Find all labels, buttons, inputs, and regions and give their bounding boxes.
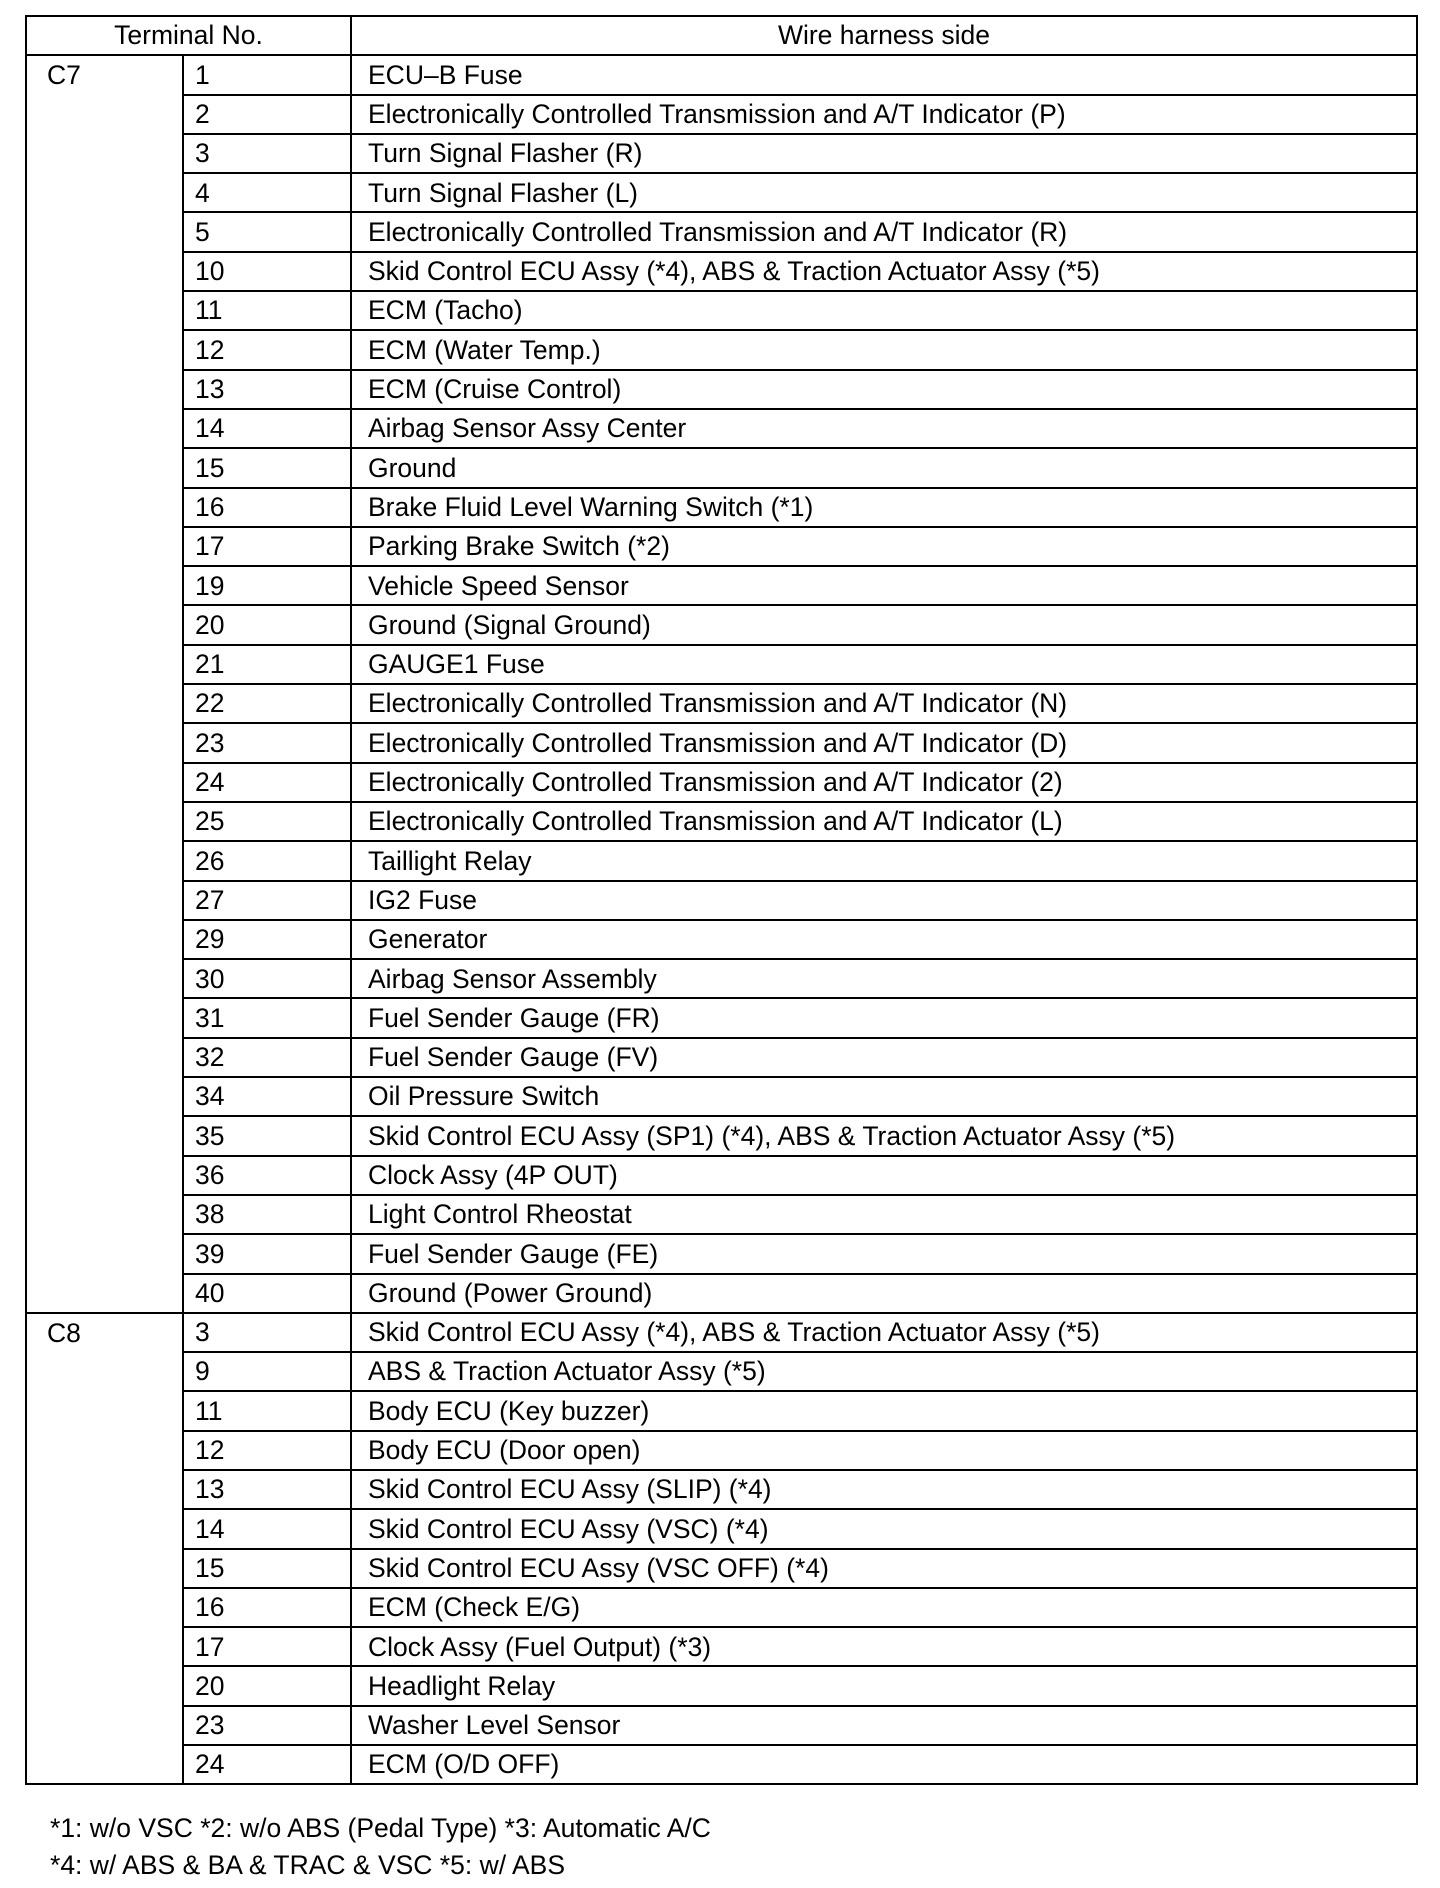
table-row xyxy=(26,1195,1417,1234)
connector-cell: C8 xyxy=(26,1313,183,1785)
table-row xyxy=(26,1745,1417,1784)
terminal-number-cell: 17 xyxy=(183,1627,351,1666)
wire-harness-side-cell: ECM (O/D OFF) xyxy=(351,1745,1417,1784)
table-row xyxy=(26,1588,1417,1627)
wire-harness-side-cell: Ground (Signal Ground) xyxy=(351,605,1417,644)
table-row xyxy=(26,488,1417,527)
wire-harness-side-cell: Taillight Relay xyxy=(351,841,1417,880)
wire-harness-side-cell: Electronically Controlled Transmission and A/T Indicator (N) xyxy=(351,684,1417,723)
terminal-number-cell: 23 xyxy=(183,723,351,762)
terminal-number-cell: 23 xyxy=(183,1706,351,1745)
table-row xyxy=(26,370,1417,409)
wire-harness-side-cell: Body ECU (Key buzzer) xyxy=(351,1391,1417,1430)
wire-harness-side-header: Wire harness side xyxy=(351,16,1417,55)
terminal-number-cell: 40 xyxy=(183,1274,351,1313)
table-row xyxy=(26,1234,1417,1273)
wire-harness-side-cell: ABS & Traction Actuator Assy (*5) xyxy=(351,1352,1417,1391)
terminal-number-cell: 1 xyxy=(183,55,351,94)
terminal-number-cell: 31 xyxy=(183,998,351,1037)
table-row xyxy=(26,1431,1417,1470)
terminal-number-cell: 16 xyxy=(183,1588,351,1627)
terminal-number-cell: 29 xyxy=(183,920,351,959)
table-row xyxy=(26,841,1417,880)
connector-cell: C7 xyxy=(26,55,183,1313)
terminal-number-cell: 11 xyxy=(183,291,351,330)
table-row xyxy=(26,881,1417,920)
terminal-number-cell: 19 xyxy=(183,566,351,605)
table-row xyxy=(26,1156,1417,1195)
wire-harness-side-cell: Headlight Relay xyxy=(351,1666,1417,1705)
terminal-number-cell: 22 xyxy=(183,684,351,723)
table-row xyxy=(26,1706,1417,1745)
table-row xyxy=(26,1627,1417,1666)
footnotes xyxy=(50,1810,711,1884)
table-row xyxy=(26,55,1417,94)
table-row xyxy=(26,802,1417,841)
footnote-line: *1: w/o VSC *2: w/o ABS (Pedal Type) *3: Automatic A/C xyxy=(50,1813,711,1843)
table-row xyxy=(26,527,1417,566)
terminal-number-cell: 3 xyxy=(183,134,351,173)
table-row xyxy=(26,920,1417,959)
wire-harness-side-cell: Turn Signal Flasher (L) xyxy=(351,173,1417,212)
table-row xyxy=(26,1391,1417,1430)
terminal-number-cell: 9 xyxy=(183,1352,351,1391)
terminal-number-cell: 14 xyxy=(183,409,351,448)
table-row xyxy=(26,684,1417,723)
wire-harness-side-cell: ECU–B Fuse xyxy=(351,55,1417,94)
wire-harness-side-cell: Skid Control ECU Assy (*4), ABS & Traction Actuator Assy (*5) xyxy=(351,1313,1417,1352)
terminal-number-cell: 35 xyxy=(183,1116,351,1155)
table-row xyxy=(26,134,1417,173)
table-row xyxy=(26,212,1417,251)
terminal-number-cell: 21 xyxy=(183,645,351,684)
table-row xyxy=(26,763,1417,802)
terminal-number-cell: 25 xyxy=(183,802,351,841)
wire-harness-side-cell: Electronically Controlled Transmission and A/T Indicator (L) xyxy=(351,802,1417,841)
wire-harness-side-cell: Clock Assy (4P OUT) xyxy=(351,1156,1417,1195)
table-row xyxy=(26,1274,1417,1313)
wire-harness-side-cell: Electronically Controlled Transmission and A/T Indicator (P) xyxy=(351,95,1417,134)
terminal-number-cell: 24 xyxy=(183,1745,351,1784)
terminal-number-cell: 12 xyxy=(183,330,351,369)
terminal-number-cell: 15 xyxy=(183,1549,351,1588)
terminal-number-cell: 5 xyxy=(183,212,351,251)
table-row xyxy=(26,95,1417,134)
table-row xyxy=(26,1116,1417,1155)
terminal-number-cell: 10 xyxy=(183,252,351,291)
footnote-line: *4: w/ ABS & BA & TRAC & VSC *5: w/ ABS xyxy=(50,1850,566,1880)
wire-harness-side-cell: Skid Control ECU Assy (VSC OFF) (*4) xyxy=(351,1549,1417,1588)
wire-harness-side-cell: Ground (Power Ground) xyxy=(351,1274,1417,1313)
wire-harness-side-cell: Light Control Rheostat xyxy=(351,1195,1417,1234)
wire-harness-side-cell: Parking Brake Switch (*2) xyxy=(351,527,1417,566)
wire-harness-side-cell: Skid Control ECU Assy (*4), ABS & Traction Actuator Assy (*5) xyxy=(351,252,1417,291)
table-row xyxy=(26,1038,1417,1077)
table-row xyxy=(26,448,1417,487)
wire-harness-side-cell: Electronically Controlled Transmission and A/T Indicator (R) xyxy=(351,212,1417,251)
table-row xyxy=(26,252,1417,291)
table-row xyxy=(26,723,1417,762)
terminal-number-cell: 39 xyxy=(183,1234,351,1273)
wire-harness-side-cell: ECM (Water Temp.) xyxy=(351,330,1417,369)
terminal-number-cell: 27 xyxy=(183,881,351,920)
wire-harness-side-cell: Electronically Controlled Transmission and A/T Indicator (2) xyxy=(351,763,1417,802)
terminal-number-cell: 2 xyxy=(183,95,351,134)
table-body xyxy=(26,55,1417,1784)
table-row xyxy=(26,959,1417,998)
terminal-number-cell: 14 xyxy=(183,1509,351,1548)
table-row xyxy=(26,1549,1417,1588)
wire-harness-side-cell: ECM (Cruise Control) xyxy=(351,370,1417,409)
wire-harness-side-cell: Fuel Sender Gauge (FV) xyxy=(351,1038,1417,1077)
table-row xyxy=(26,330,1417,369)
table-row xyxy=(26,998,1417,1037)
table-row xyxy=(26,409,1417,448)
terminal-table xyxy=(25,15,1418,1785)
wire-harness-side-cell: Generator xyxy=(351,920,1417,959)
wire-harness-side-cell: Body ECU (Door open) xyxy=(351,1431,1417,1470)
terminal-number-cell: 3 xyxy=(183,1313,351,1352)
table-row xyxy=(26,645,1417,684)
wire-harness-side-cell: Skid Control ECU Assy (SP1) (*4), ABS & Traction Actuator Assy (*5) xyxy=(351,1116,1417,1155)
terminal-number-cell: 20 xyxy=(183,605,351,644)
terminal-number-cell: 32 xyxy=(183,1038,351,1077)
wire-harness-side-cell: IG2 Fuse xyxy=(351,881,1417,920)
terminal-number-cell: 36 xyxy=(183,1156,351,1195)
terminal-number-cell: 13 xyxy=(183,370,351,409)
table-row xyxy=(26,1666,1417,1705)
terminal-number-cell: 20 xyxy=(183,1666,351,1705)
terminal-number-cell: 4 xyxy=(183,173,351,212)
wire-harness-side-cell: Airbag Sensor Assy Center xyxy=(351,409,1417,448)
table-row xyxy=(26,566,1417,605)
wire-harness-side-cell: Clock Assy (Fuel Output) (*3) xyxy=(351,1627,1417,1666)
table-row xyxy=(26,605,1417,644)
table-row xyxy=(26,1470,1417,1509)
terminal-number-cell: 30 xyxy=(183,959,351,998)
wire-harness-side-cell: Oil Pressure Switch xyxy=(351,1077,1417,1116)
table-row xyxy=(26,1313,1417,1352)
table-row xyxy=(26,1352,1417,1391)
wire-harness-side-cell: ECM (Tacho) xyxy=(351,291,1417,330)
terminal-number-cell: 15 xyxy=(183,448,351,487)
terminal-number-cell: 34 xyxy=(183,1077,351,1116)
wire-harness-side-cell: GAUGE1 Fuse xyxy=(351,645,1417,684)
terminal-number-cell: 12 xyxy=(183,1431,351,1470)
wire-harness-side-cell: Brake Fluid Level Warning Switch (*1) xyxy=(351,488,1417,527)
terminal-number-cell: 38 xyxy=(183,1195,351,1234)
terminal-number-cell: 11 xyxy=(183,1391,351,1430)
table-row xyxy=(26,291,1417,330)
terminal-number-cell: 13 xyxy=(183,1470,351,1509)
table-row xyxy=(26,1077,1417,1116)
wire-harness-side-cell: Washer Level Sensor xyxy=(351,1706,1417,1745)
wire-harness-side-cell: Turn Signal Flasher (R) xyxy=(351,134,1417,173)
wire-harness-side-cell: Vehicle Speed Sensor xyxy=(351,566,1417,605)
terminal-number-cell: 26 xyxy=(183,841,351,880)
terminal-no-header: Terminal No. xyxy=(26,16,351,55)
table-row xyxy=(26,1509,1417,1548)
wire-harness-side-cell: Fuel Sender Gauge (FE) xyxy=(351,1234,1417,1273)
header-row xyxy=(26,16,1417,55)
wire-harness-side-cell: Skid Control ECU Assy (VSC) (*4) xyxy=(351,1509,1417,1548)
terminal-number-cell: 17 xyxy=(183,527,351,566)
terminal-number-cell: 16 xyxy=(183,488,351,527)
terminal-number-cell: 24 xyxy=(183,763,351,802)
wire-harness-side-cell: ECM (Check E/G) xyxy=(351,1588,1417,1627)
wire-harness-side-cell: Fuel Sender Gauge (FR) xyxy=(351,998,1417,1037)
wire-harness-side-cell: Airbag Sensor Assembly xyxy=(351,959,1417,998)
wire-harness-side-cell: Ground xyxy=(351,448,1417,487)
wire-harness-side-cell: Skid Control ECU Assy (SLIP) (*4) xyxy=(351,1470,1417,1509)
table-row xyxy=(26,173,1417,212)
wire-harness-side-cell: Electronically Controlled Transmission and A/T Indicator (D) xyxy=(351,723,1417,762)
